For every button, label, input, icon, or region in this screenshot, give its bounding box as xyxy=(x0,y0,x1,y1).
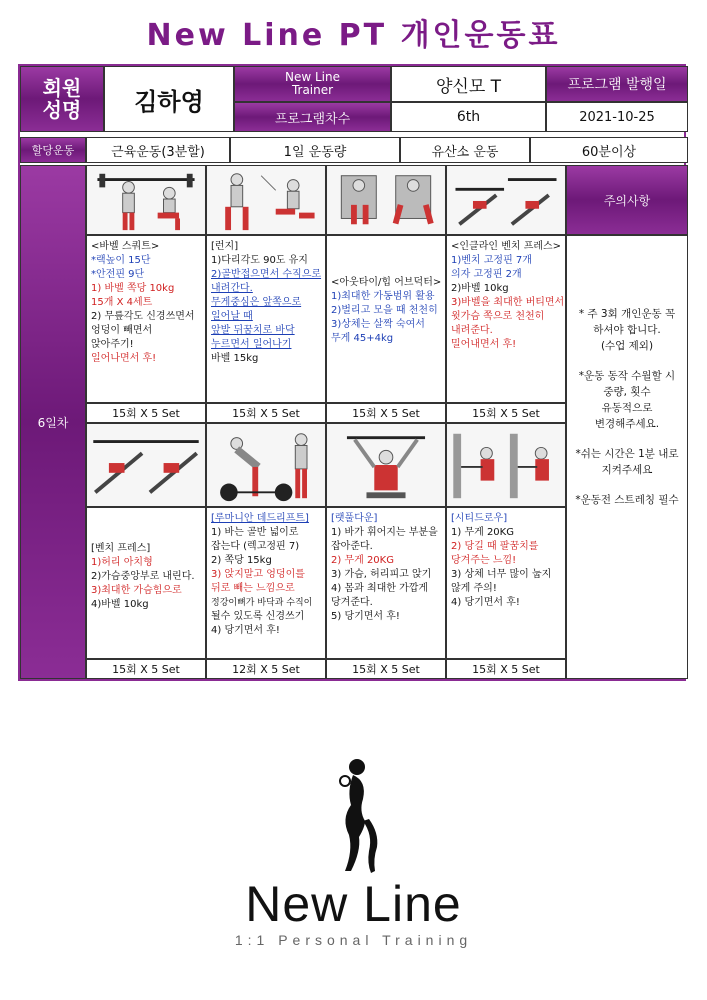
note-line: [루마니안 데드리프트] xyxy=(211,513,309,524)
note-line: [랫풀다운] xyxy=(331,513,378,524)
lunge-illustration xyxy=(206,165,326,235)
note-line: [런지] xyxy=(211,241,239,252)
note-line: 누르면서 일어나기 xyxy=(211,339,292,350)
romanian-deadlift-illustration xyxy=(206,423,326,507)
note-line: 3)바벨을 최대한 버티면서 xyxy=(451,297,565,308)
logo-tagline: 1:1 Personal Training xyxy=(234,932,473,948)
note-line: 1) 무게 20KG xyxy=(451,527,514,538)
note-line: 무게중심은 앞쪽으로 xyxy=(211,297,302,308)
note-line: 앉아주기! xyxy=(91,339,134,350)
caution-item: *운동전 스트레칭 필수 xyxy=(575,494,679,506)
note-line: [시티드로우] xyxy=(451,513,508,524)
set-count: 15회 X 5 Set xyxy=(86,659,206,679)
note-line: 일어나면서 후! xyxy=(91,353,157,364)
note-line: *랙높이 15단 xyxy=(91,255,151,266)
note-line: 5) 당기면서 후! xyxy=(331,611,400,622)
bench-press-notes xyxy=(86,507,206,659)
note-line: <바벨 스쿼트> xyxy=(91,241,160,252)
trainer-heading: New Line Trainer xyxy=(234,66,391,102)
note-line: 잡아준다. xyxy=(331,541,373,552)
note-line: 2)벌리고 모을 때 천천히 xyxy=(331,305,438,316)
issue-date-label: 프로그램 발행일 xyxy=(546,66,688,102)
issue-date-value: 2021-10-25 xyxy=(546,102,688,132)
note-line: 의자 고정핀 2개 xyxy=(451,269,522,280)
caution-item: * 주 3회 개인운동 꼭 하셔야 합니다. (수업 제외) xyxy=(578,308,676,352)
note-line: 3)상체는 살짝 숙여서 xyxy=(331,319,425,330)
set-count: 15회 X 5 Set xyxy=(446,403,566,423)
note-line: 정강이뼈가 바닥과 수직이 xyxy=(211,598,313,608)
note-line: 1)다리각도 90도 유지 xyxy=(211,255,308,266)
note-line: 2)가슴중앙부로 내린다. xyxy=(91,571,195,582)
note-line: 바벨 15kg xyxy=(211,353,259,364)
note-line: <인클라인 벤치 프레스> xyxy=(451,241,562,252)
set-count: 15회 X 5 Set xyxy=(326,659,446,679)
note-line: 2) 쪽당 15kg xyxy=(211,555,272,566)
note-line: 엉덩이 빼면서 xyxy=(91,325,153,336)
silhouette-icon xyxy=(335,755,385,875)
note-line: 2)골반접으면서 수직으로 xyxy=(211,269,322,280)
program-round-label: 프로그램차수 xyxy=(234,102,391,132)
note-line: 4) 당기면서 후! xyxy=(451,597,520,608)
note-line: 3) 앉지말고 엉덩이를 xyxy=(211,569,305,580)
note-line: 3) 가슴, 허리피고 앉기 xyxy=(331,569,432,580)
romanian-deadlift-notes xyxy=(206,507,326,659)
barbell-squat-notes xyxy=(86,235,206,403)
seated-row-notes xyxy=(446,507,566,659)
note-line: 4)바벨 10kg xyxy=(91,599,149,610)
strength-training-type: 근육운동(3분할) xyxy=(86,137,230,163)
note-line: 15개 X 4세트 xyxy=(91,297,153,308)
member-name: 김하영 xyxy=(104,66,234,132)
seated-row-illustration xyxy=(446,423,566,507)
logo-wordmark: New Line xyxy=(245,876,462,932)
note-line: 1)벤치 고정핀 7개 xyxy=(451,255,532,266)
note-line: 3) 상체 너무 많이 눕지 xyxy=(451,569,552,580)
caution-list xyxy=(566,235,688,679)
caution-item: *운동 동작 수월할 시 중량, 횟수 유동적으로 변경해주세요. xyxy=(578,370,676,430)
note-line: 잡는다 (렉고정핀 7) xyxy=(211,541,300,552)
set-count: 15회 X 5 Set xyxy=(86,403,206,423)
trainer-name: 양신모 T xyxy=(391,66,546,102)
note-line: 앞발 뒤꿈치로 바닥 xyxy=(211,325,295,336)
member-label: 회원 성명 xyxy=(20,66,104,132)
note-line: 당겨준다. xyxy=(331,597,373,608)
note-line: 뒤로 빼는 느낌으로 xyxy=(211,583,295,594)
note-line: 4) 당기면서 후! xyxy=(211,625,280,636)
incline-bench-notes xyxy=(446,235,566,403)
note-line: 내려간다. xyxy=(211,283,253,294)
set-count: 12회 X 5 Set xyxy=(206,659,326,679)
note-line: 밀어내면서 후! xyxy=(451,339,517,350)
lat-pulldown-notes xyxy=(326,507,446,659)
aerobic-exercise-label: 유산소 운동 xyxy=(400,137,530,163)
day-label: 6일차 xyxy=(20,165,86,679)
note-line: 않게 주의! xyxy=(451,583,497,594)
hip-abductor-illustration xyxy=(326,165,446,235)
note-line: 일어날 때 xyxy=(211,311,253,322)
note-line: 무게 45+4kg xyxy=(331,333,394,344)
caution-item: *쉬는 시간은 1분 내로 지켜주세요 xyxy=(575,448,679,476)
note-line: 1)허리 아치형 xyxy=(91,557,153,568)
lunge-notes xyxy=(206,235,326,403)
incline-bench-press-illustration xyxy=(446,165,566,235)
lat-pulldown-illustration xyxy=(326,423,446,507)
note-line: 될수 있도록 신경쓰기 xyxy=(211,611,305,622)
page-title: New Line PT 개인운동표 xyxy=(146,18,561,53)
workout-sheet xyxy=(18,64,686,681)
note-line: 4) 몸과 최대한 가깝게 xyxy=(331,583,429,594)
hip-abductor-notes xyxy=(326,235,446,403)
aerobic-duration: 60분이상 xyxy=(530,137,688,163)
note-line: 1) 바가 휘어지는 부분을 xyxy=(331,527,438,538)
set-count: 15회 X 5 Set xyxy=(326,403,446,423)
barbell-squat-illustration xyxy=(86,165,206,235)
note-line: 내려준다. xyxy=(451,325,493,336)
set-count: 15회 X 5 Set xyxy=(206,403,326,423)
assigned-exercise-label: 할당운동 xyxy=(20,137,86,163)
note-line: 3)최대한 가슴힘으로 xyxy=(91,585,182,596)
note-line: 1) 바는 골반 넓이로 xyxy=(211,527,299,538)
note-line: 윗가슴 쪽으로 천천히 xyxy=(451,311,545,322)
note-line: 당겨주는 느낌! xyxy=(451,555,517,566)
bench-press-illustration xyxy=(86,423,206,507)
note-line: 1)최대한 가동범위 활용 xyxy=(331,291,435,302)
note-line: <아웃타이/힙 어브덕터> xyxy=(331,277,442,288)
note-line: 1) 바벨 쪽당 10kg xyxy=(91,283,175,294)
program-round-value: 6th xyxy=(391,102,546,132)
daily-amount-label: 1일 운동량 xyxy=(230,137,400,163)
note-line: [벤치 프레스] xyxy=(91,543,151,554)
note-line: *안전핀 9단 xyxy=(91,269,145,280)
caution-title: 주의사항 xyxy=(566,165,688,235)
note-line: 2)바벨 10kg xyxy=(451,283,509,294)
note-line: 2) 무릎각도 신경쓰면서 xyxy=(91,311,195,322)
note-line: 2) 무게 20KG xyxy=(331,555,394,566)
set-count: 15회 X 5 Set xyxy=(446,659,566,679)
note-line: 2) 당길 때 팔꿈치를 xyxy=(451,541,539,552)
